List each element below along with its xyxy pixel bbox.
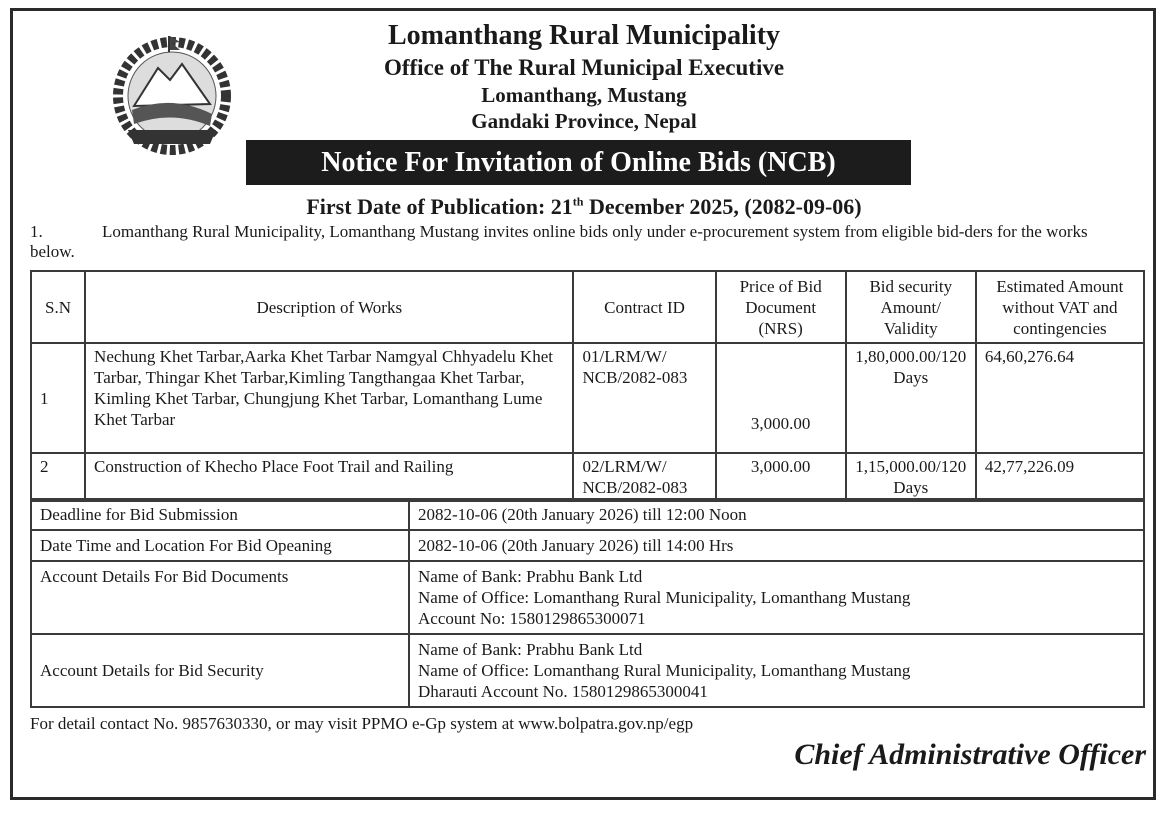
table-row	[31, 343, 1144, 453]
info-value	[409, 561, 1144, 634]
cell-estimated: 64,60,276.64	[976, 343, 1144, 453]
info-row-deadline	[31, 499, 1144, 530]
signature-title: Chief Administrative Officer	[794, 738, 1146, 771]
cell-description: Nechung Khet Tarbar,Aarka Khet Tarbar Namgyal Chhyadelu Khet Tarbar, Thingar Khet Tarbar,Kimling Tangthangaa Khet Tarbar, Kimling Khet Tarbar, Chungjung Khet Tarbar, Lomanthang Lume Khet Tarbar	[85, 343, 573, 453]
header-description: Description of Works	[85, 271, 573, 343]
account-number: Dharauti Account No. 1580129865300041	[418, 682, 708, 701]
cell-price: 3,000.00	[716, 343, 846, 453]
office-location: Lomanthang, Mustang	[481, 83, 687, 107]
notice-title: Notice For Invitation of Online Bids (NCB)	[246, 140, 911, 185]
pub-date-sup: th	[572, 194, 584, 209]
pub-date-prefix: First Date of Publication: 21	[306, 194, 573, 219]
bank-name: Name of Bank: Prabhu Bank Ltd	[418, 640, 643, 659]
info-label: Account Details for Bid Security	[31, 634, 409, 707]
header-contract-id: Contract ID	[573, 271, 715, 343]
cell-sn: 2	[31, 453, 85, 501]
office-name-line: Name of Office: Lomanthang Rural Municipality, Lomanthang Mustang	[418, 661, 911, 680]
info-value: 2082-10-06 (20th January 2026) till 14:00 Hrs	[409, 530, 1144, 561]
cell-contract-id: 02/LRM/W/ NCB/2082-083	[573, 453, 715, 501]
cell-price: 3,000.00	[716, 453, 846, 501]
intro-paragraph	[30, 222, 1136, 262]
works-header-row	[31, 271, 1144, 343]
info-value: 2082-10-06 (20th January 2026) till 12:00 Noon	[409, 499, 1144, 530]
pub-date-suffix: December 2025, (2082-09-06)	[583, 194, 862, 219]
header-estimated: Estimated Amount without VAT and contingencies	[976, 271, 1144, 343]
cell-contract-id: 01/LRM/W/ NCB/2082-083	[573, 343, 715, 453]
cell-sn: 1	[31, 343, 85, 453]
municipality-name: Lomanthang Rural Municipality	[387, 20, 781, 51]
bank-name: Name of Bank: Prabhu Bank Ltd	[418, 567, 643, 586]
info-row-bid-security-account	[31, 634, 1144, 707]
info-label: Account Details For Bid Documents	[31, 561, 409, 634]
cell-security: 1,15,000.00/120 Days	[846, 453, 976, 501]
info-value	[409, 634, 1144, 707]
contact-info: For detail contact No. 9857630330, or may visit PPMO e-Gp system at www.bolpatra.gov.np/egp	[30, 714, 694, 733]
table-row	[31, 453, 1144, 501]
info-label: Date Time and Location For Bid Opeaning	[31, 530, 409, 561]
info-row-opening	[31, 530, 1144, 561]
info-row-bid-documents-account	[31, 561, 1144, 634]
intro-number: 1.	[30, 222, 43, 241]
cell-description: Construction of Khecho Place Foot Trail and Railing	[85, 453, 573, 501]
office-name: Office of The Rural Municipal Executive	[383, 55, 785, 80]
header-price: Price of Bid Document (NRS)	[716, 271, 846, 343]
account-number: Account No: 1580129865300071	[418, 609, 646, 628]
publication-date	[0, 194, 1168, 220]
header-security: Bid security Amount/ Validity	[846, 271, 976, 343]
header-sn: S.N	[31, 271, 85, 343]
cell-security: 1,80,000.00/120 Days	[846, 343, 976, 453]
works-table	[30, 270, 1145, 502]
cell-estimated: 42,77,226.09	[976, 453, 1144, 501]
province-name: Gandaki Province, Nepal	[471, 109, 697, 133]
bid-info-table	[30, 498, 1145, 708]
intro-text: Lomanthang Rural Municipality, Lomanthang Mustang invites online bids only under e-procurement system from eligible bid-ders for the works below.	[30, 222, 1088, 261]
info-label: Deadline for Bid Submission	[31, 499, 409, 530]
office-name-line: Name of Office: Lomanthang Rural Municipality, Lomanthang Mustang	[418, 588, 911, 607]
